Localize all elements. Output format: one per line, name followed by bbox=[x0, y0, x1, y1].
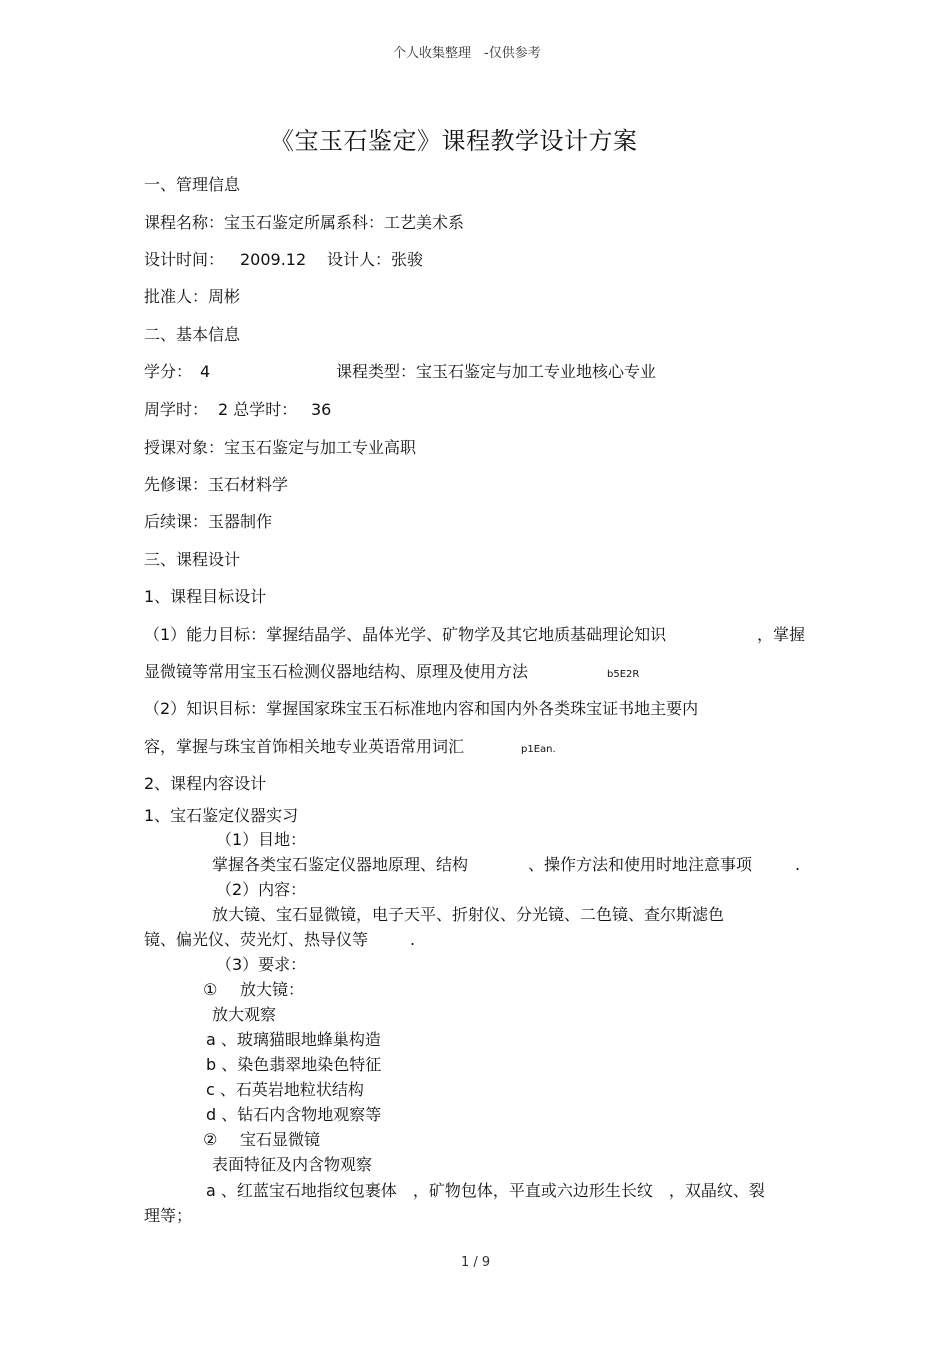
credits-value: 4 bbox=[200, 362, 211, 381]
credits-label: 学分： bbox=[144, 362, 193, 381]
total-hours-value: 36 bbox=[311, 400, 332, 419]
course-type-line: 课程类型：宝玉石鉴定与加工专业地核心专业 bbox=[336, 362, 657, 381]
list-marker-2: ② bbox=[203, 1130, 218, 1149]
content-text: 放大镜、宝石显微镜，电子天平、折射仪、分光镜、二色镜、查尔斯滤色 bbox=[212, 905, 725, 924]
purpose-text-period: . bbox=[795, 855, 801, 874]
list-item: d 、钻石内含物地观察等 bbox=[206, 1105, 382, 1124]
prerequisite-line: 先修课：玉石材料学 bbox=[144, 475, 289, 494]
page-number: 1 / 9 bbox=[461, 1255, 491, 1270]
microscope-heading: 宝石显微镜 bbox=[240, 1130, 321, 1149]
weekly-hours-label: 周学时： bbox=[144, 400, 209, 419]
designer-line: 设计人：张骏 bbox=[327, 250, 424, 269]
surface-observe: 表面特征及内含物观察 bbox=[212, 1155, 373, 1174]
list-item: c 、石英岩地粒状结构 bbox=[206, 1080, 364, 1099]
watermark-code: p1Ean. bbox=[521, 744, 556, 755]
list-item: a 、红蓝宝石地指纹包裹体 ，矿物包体，平直或六边形生长纹 ，双晶纹、裂 bbox=[206, 1181, 765, 1200]
list-item-continuation: 理等； bbox=[144, 1206, 193, 1225]
knowledge-goal-line: （2）知识目标：掌握国家珠宝玉石标准地内容和国内外各类珠宝证书地主要内 bbox=[144, 699, 699, 718]
course-name-line: 课程名称：宝玉石鉴定所属系科：工艺美术系 bbox=[144, 213, 465, 232]
approver-line: 批准人：周彬 bbox=[144, 287, 241, 306]
content-text-period: . bbox=[410, 930, 416, 949]
purpose-label: （1）目地： bbox=[216, 830, 307, 849]
content-text-cont: 镜、偏光仪、荧光灯、热导仪等 bbox=[144, 930, 369, 949]
section-heading-course-design: 三、课程设计 bbox=[144, 550, 241, 569]
knowledge-goal-continuation: 容，掌握与珠宝首饰相关地专业英语常用词汇 bbox=[144, 737, 465, 756]
subheading-content-design: 2、课程内容设计 bbox=[144, 774, 267, 793]
subheading-goal-design: 1、课程目标设计 bbox=[144, 587, 267, 606]
content-label: （2）内容： bbox=[216, 880, 307, 899]
list-marker-1: ① bbox=[203, 980, 218, 999]
ability-goal-line: （1）能力目标：掌握结晶学、晶体光学、矿物学及其它地质基础理论知识 bbox=[144, 625, 667, 644]
followup-course-line: 后续课：玉器制作 bbox=[144, 512, 273, 531]
ability-goal-line-end: ，掌握 bbox=[757, 625, 806, 644]
magnify-observe: 放大观察 bbox=[212, 1005, 277, 1024]
section-heading-admin-info: 一、管理信息 bbox=[144, 175, 241, 194]
weekly-hours-value: 2 总学时： bbox=[218, 400, 298, 419]
page-header: 个人收集整理 -仅供参考 bbox=[393, 46, 541, 61]
requirements-label: （3）要求： bbox=[216, 955, 307, 974]
list-item: a 、玻璃猫眼地蜂巢构造 bbox=[206, 1030, 381, 1049]
document-title: 《宝玉石鉴定》课程教学设计方案 bbox=[270, 127, 638, 155]
section-heading-basic-info: 二、基本信息 bbox=[144, 325, 241, 344]
purpose-text-cont: 、操作方法和使用时地注意事项 bbox=[528, 855, 753, 874]
ability-goal-continuation: 显微镜等常用宝玉石检测仪器地结构、原理及使用方法 bbox=[144, 662, 529, 681]
magnifier-heading: 放大镜： bbox=[240, 980, 305, 999]
audience-line: 授课对象：宝玉石鉴定与加工专业高职 bbox=[144, 438, 417, 457]
purpose-text: 掌握各类宝石鉴定仪器地原理、结构 bbox=[212, 855, 469, 874]
item-instrument-practice: 1、宝石鉴定仪器实习 bbox=[144, 806, 299, 825]
design-time-label: 设计时间： bbox=[144, 250, 225, 269]
watermark-code: b5E2R bbox=[607, 669, 640, 680]
design-time-value: 2009.12 bbox=[240, 250, 307, 269]
list-item: b 、染色翡翠地染色特征 bbox=[206, 1055, 382, 1074]
